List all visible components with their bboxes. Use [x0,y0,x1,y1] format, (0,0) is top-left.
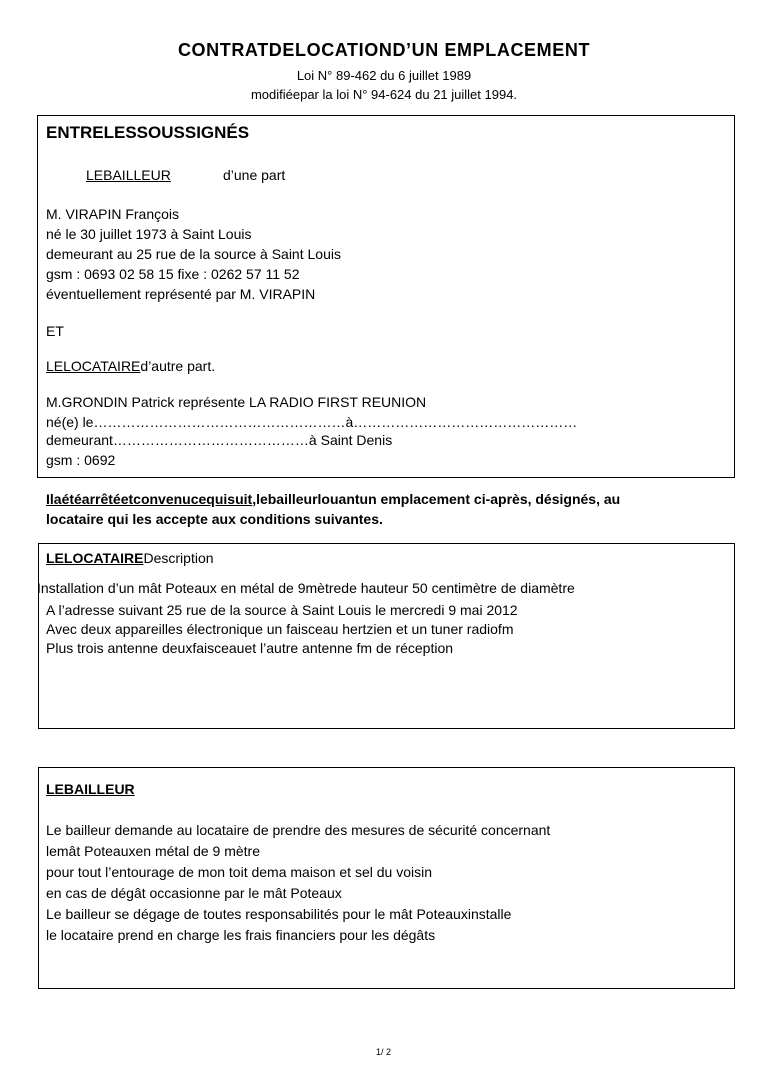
law-reference-line-2: modifiéepar la loi N° 94-624 du 21 juillet 1994. [250,87,518,102]
bailleur-label: LEBAILLEUR [86,167,171,183]
locataire-line: gsm : 0692 [46,452,116,468]
description-line: Avec deux appareilles électronique un faisceau hertzien et un tuner radiofm [46,621,514,637]
bailleur-line: M. VIRAPIN François [46,206,180,222]
description-line: A l’adresse suivant 25 rue de la source à Saint Louis le mercredi 9 mai 2012 [46,602,518,618]
bailleur-conditions-label: LEBAILLEUR [46,781,135,797]
condition-line: lemât Poteauxen métal de 9 mètre [46,843,261,859]
law-reference-line-1: Loi N° 89-462 du 6 juillet 1989 [296,68,472,83]
agreement-line-1 [46,491,620,507]
bailleur-line: gsm : 0693 02 58 15 fixe : 0262 57 11 52 [46,266,300,282]
agreement-line-2: locataire qui les accepte aux conditions suivantes. [46,511,383,527]
condition-line: le locataire prend en charge les frais financiers pour les dégâts [46,927,436,943]
locataire-heading [46,358,215,374]
locataire-label: LELOCATAIRE [46,358,141,374]
bailleur-part: d’une part [223,167,286,183]
locataire-line: né(e) le………………………………………………à………………………………………… [46,414,578,430]
bailleur-line: né le 30 juillet 1973 à Saint Louis [46,226,252,242]
bailleur-line: éventuellement représenté par M. VIRAPIN [46,286,316,302]
locataire-line: demeurant……………………………………à Saint Denis [46,432,393,448]
locataire-line: M.GRONDIN Patrick représente LA RADIO FIRST REUNION [46,394,427,410]
description-line: Plus trois antenne deuxfaisceauet l’autre antenne fm de réception [46,640,454,656]
document-title: CONTRATDELOCATIOND’UN EMPLACEMENT [177,40,591,60]
agreement-underlined: Ilaétéarrêtéetconvenucequisuit [46,491,253,507]
condition-line: en cas de dégât occasionne par le mât Poteaux [46,885,342,901]
et-separator: ET [46,323,64,339]
description-label: LELOCATAIRE [46,550,144,566]
agreement-rest: ,lebailleurlouantun emplacement ci-après, désignés, au [252,491,621,507]
description-heading [46,550,214,566]
parties-heading: ENTRELESSOUSSIGNÉS [46,123,250,142]
condition-line: pour tout l’entourage de mon toit dema maison et sel du voisin [46,864,433,880]
condition-line: Le bailleur demande au locataire de prendre des mesures de sécurité concernant [46,822,551,838]
description-line: Installation d’un mât Poteaux en métal de 9mètrede hauteur 50 centimètre de diamètre [37,580,575,596]
locataire-part: d’autre part. [140,358,216,374]
page-number: 1/ 2 [376,1047,392,1057]
bailleur-line: demeurant au 25 rue de la source à Saint Louis [46,246,341,262]
description-label-suffix: Description [143,550,214,566]
condition-line: Le bailleur se dégage de toutes responsabilités pour le mât Poteauxinstalle [46,906,512,922]
